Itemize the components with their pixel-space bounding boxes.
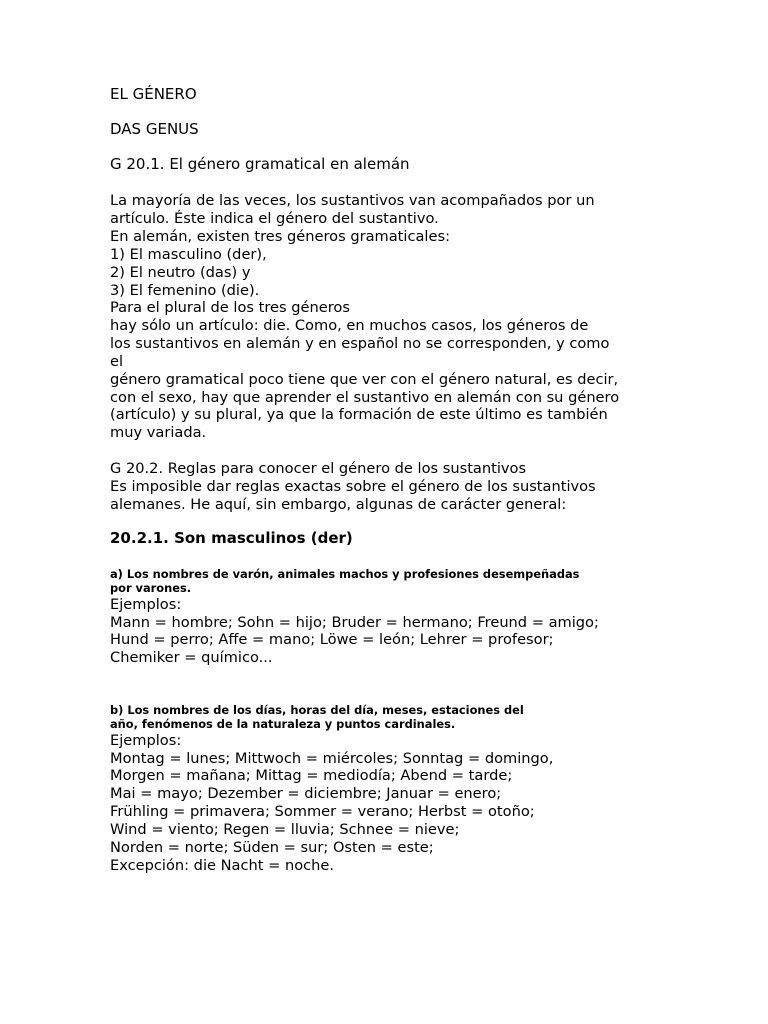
- intro-line: artículo. Éste indica el género del sustantivo.: [110, 210, 439, 227]
- intro-line: muy variada.: [110, 424, 207, 441]
- section-heading-g202: G 20.2. Reglas para conocer el género de los sustantivos: [110, 460, 527, 477]
- rule-b-example: Montag = lunes; Mittwoch = miércoles; Sonntag = domingo,: [110, 750, 554, 767]
- rule-a-title: a) Los nombres de varón, animales machos y profesiones desempeñadas: [110, 567, 580, 581]
- intro-line: 2) El neutro (das) y: [110, 264, 251, 281]
- section-g202-line: alemanes. He aquí, sin embargo, algunas de carácter general:: [110, 496, 567, 513]
- rule-b-title: año, fenómenos de la naturaleza y puntos cardinales.: [110, 717, 456, 731]
- rule-b-title: b) Los nombres de los días, horas del día, meses, estaciones del: [110, 703, 524, 717]
- section-heading-g201: G 20.1. El género gramatical en alemán: [110, 155, 410, 173]
- rule-a-example: Ejemplos:: [110, 596, 182, 613]
- intro-line: En alemán, existen tres géneros gramaticales:: [110, 228, 450, 245]
- intro-line: Para el plural de los tres géneros: [110, 299, 350, 316]
- rule-b-example: Mai = mayo; Dezember = diciembre; Januar = enero;: [110, 785, 502, 802]
- intro-line: 3) El femenino (die).: [110, 282, 260, 299]
- intro-line: con el sexo, hay que aprender el sustantivo en alemán con su género: [110, 389, 620, 406]
- rule-a-example: Mann = hombre; Sohn = hijo; Bruder = hermano; Freund = amigo;: [110, 614, 599, 631]
- intro-line: (artículo) y su plural, ya que la formación de este último es también: [110, 406, 608, 423]
- rule-b-example: Excepción: die Nacht = noche.: [110, 857, 335, 874]
- rule-b-example: Norden = norte; Süden = sur; Osten = este;: [110, 839, 434, 856]
- intro-line: 1) El masculino (der),: [110, 246, 267, 263]
- intro-line: género gramatical poco tiene que ver con el género natural, es decir,: [110, 371, 619, 388]
- rule-b-example: Frühling = primavera; Sommer = verano; Herbst = otoño;: [110, 803, 535, 820]
- section-g202-line: Es imposible dar reglas exactas sobre el género de los sustantivos: [110, 478, 596, 495]
- intro-line: los sustantivos en alemán y en español no se corresponden, y como: [110, 335, 610, 352]
- rule-b-example: Morgen = mañana; Mittag = mediodía; Abend = tarde;: [110, 767, 513, 784]
- document-subtitle: DAS GENUS: [110, 120, 199, 138]
- rule-b-example: Ejemplos:: [110, 732, 182, 749]
- rule-b-example: Wind = viento; Regen = lluvia; Schnee = nieve;: [110, 821, 460, 838]
- rule-a-title: por varones.: [110, 581, 192, 595]
- document-title: EL GÉNERO: [110, 85, 197, 103]
- rule-a-example: Hund = perro; Affe = mano; Löwe = león; Lehrer = profesor;: [110, 631, 554, 648]
- intro-line: hay sólo un artículo: die. Como, en muchos casos, los géneros de: [110, 317, 589, 334]
- section-heading-2021: 20.2.1. Son masculinos (der): [110, 529, 353, 547]
- intro-line: el: [110, 353, 124, 370]
- rule-a-example: Chemiker = químico...: [110, 649, 273, 666]
- intro-line: La mayoría de las veces, los sustantivos van acompañados por un: [110, 192, 595, 209]
